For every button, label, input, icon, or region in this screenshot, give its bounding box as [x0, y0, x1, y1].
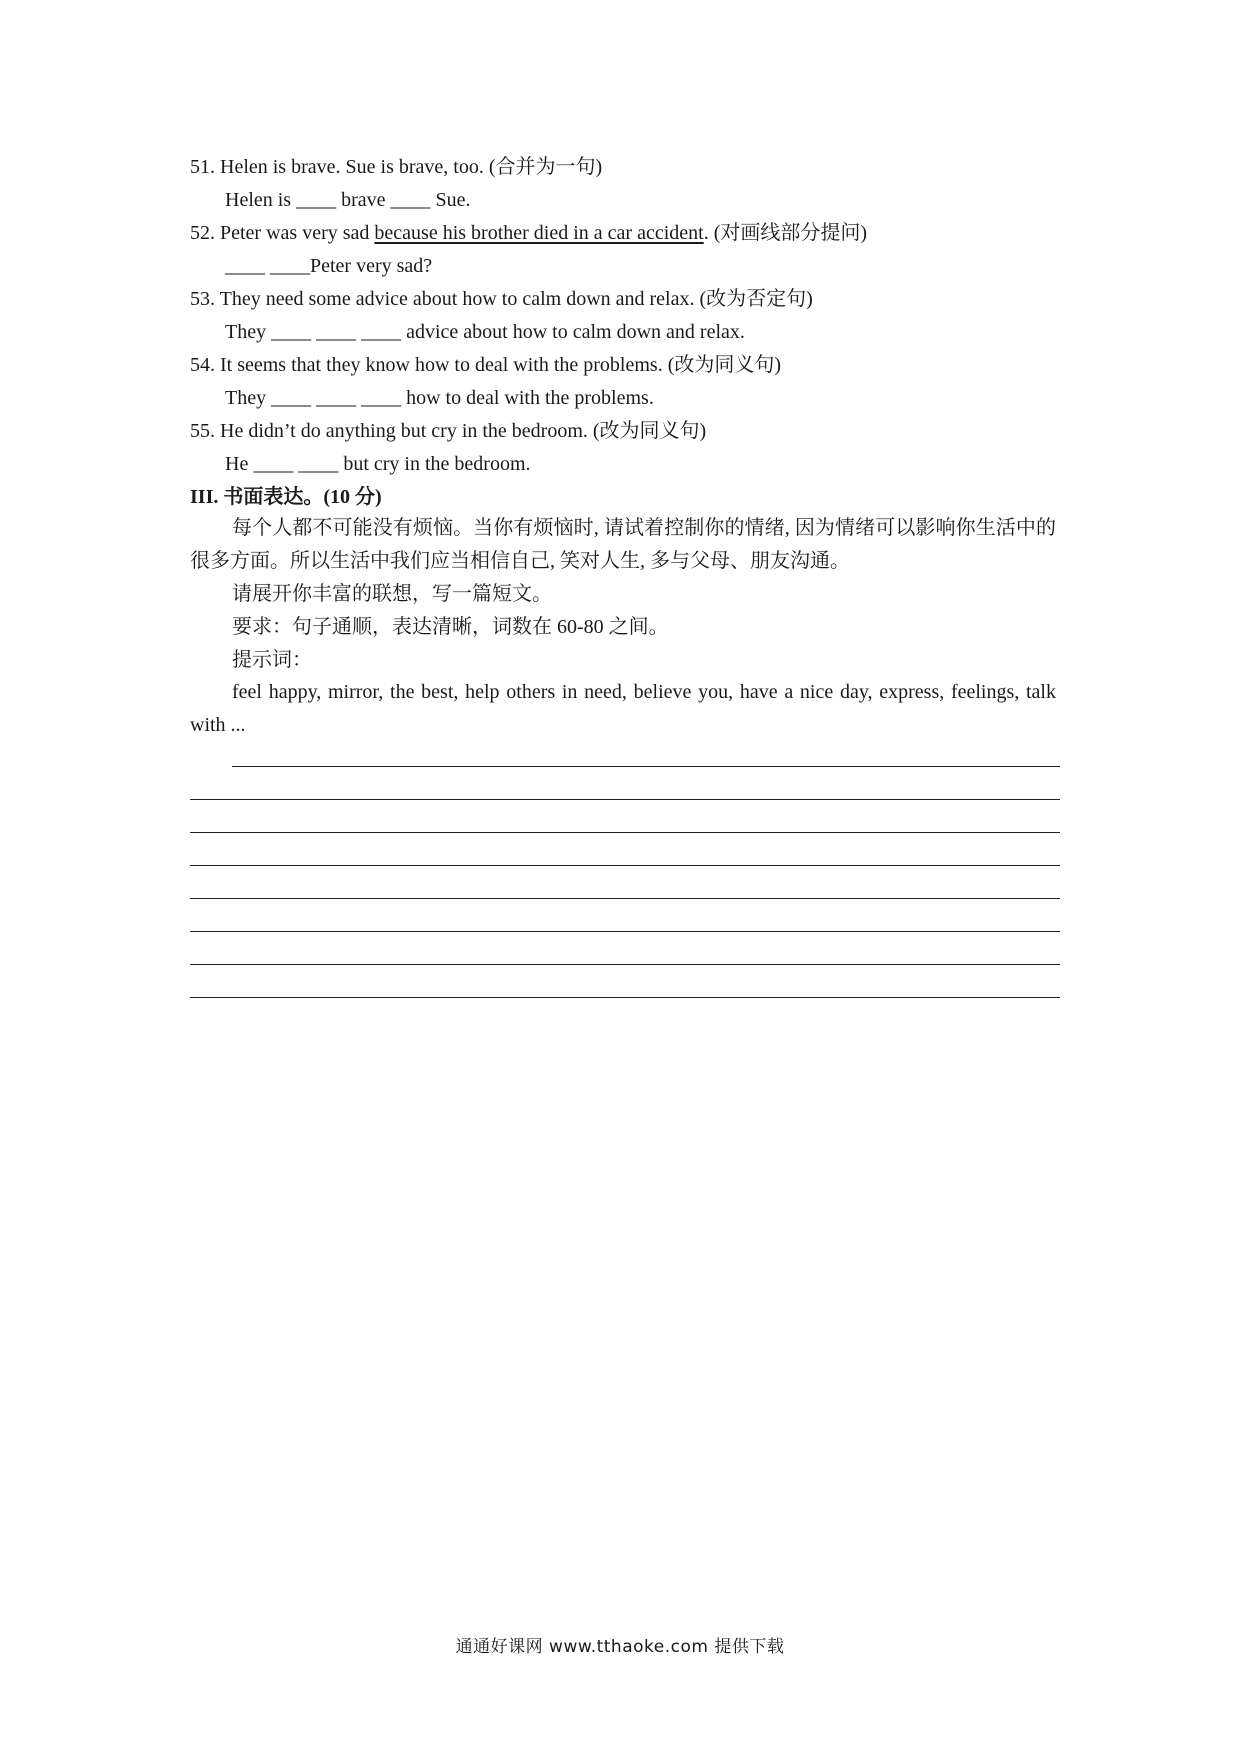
question-52-prompt-start: 52. Peter was very sad — [190, 222, 375, 244]
writing-hint-label: 提示词： — [232, 649, 312, 671]
answer-line[interactable] — [190, 865, 1060, 866]
answer-line[interactable] — [232, 766, 1060, 767]
question-51-answer: Helen is ____ brave ____ Sue. — [225, 189, 471, 211]
page-footer: 通通好课网 www.tthaoke.com 提供下载 — [455, 1637, 785, 1657]
writing-task: 请展开你丰富的联想，写一篇短文。 — [232, 583, 552, 605]
writing-instructions: 每个人都不可能没有烦恼。当你有烦恼时, 请试着控制你的情绪, 因为情绪可以影响你生活中的很多方面。所以生活中我们应当相信自己, 笑对人生, 多与父母、朋友沟通。 — [190, 517, 1056, 572]
question-54-prompt: 54. It seems that they know how to deal with the problems. (改为同义句) — [190, 354, 782, 376]
writing-requirement: 要求：句子通顺，表达清晰，词数在 60-80 之间。 — [232, 616, 669, 638]
question-52-answer: ____ ____Peter very sad? — [225, 255, 433, 277]
question-53-prompt: 53. They need some advice about how to calm down and relax. (改为否定句) — [190, 288, 813, 310]
answer-line[interactable] — [190, 964, 1060, 965]
answer-line[interactable] — [190, 898, 1060, 899]
answer-line[interactable] — [190, 931, 1060, 932]
answer-line[interactable] — [190, 832, 1060, 833]
question-55-prompt: 55. He didn’t do anything but cry in the bedroom. (改为同义句) — [190, 420, 707, 442]
writing-section-heading: III. 书面表达。(10 分) — [190, 486, 382, 508]
question-51-prompt: 51. Helen is brave. Sue is brave, too. (合并为一句) — [190, 156, 603, 178]
question-54-answer: They ____ ____ ____ how to deal with the problems. — [225, 387, 654, 409]
question-52-underlined-part: because his brother died in a car accident — [374, 222, 704, 244]
answer-line[interactable] — [190, 997, 1060, 998]
writing-hint-words: feel happy, mirror, the best, help others in need, believe you, have a nice day, express, feelings, talk with ... — [190, 681, 1056, 736]
question-52-prompt — [190, 219, 867, 247]
answer-line[interactable] — [190, 799, 1060, 800]
question-52-prompt-end: . (对画线部分提问) — [703, 222, 868, 244]
question-53-answer: They ____ ____ ____ advice about how to calm down and relax. — [225, 321, 745, 343]
question-55-answer: He ____ ____ but cry in the bedroom. — [225, 453, 531, 475]
